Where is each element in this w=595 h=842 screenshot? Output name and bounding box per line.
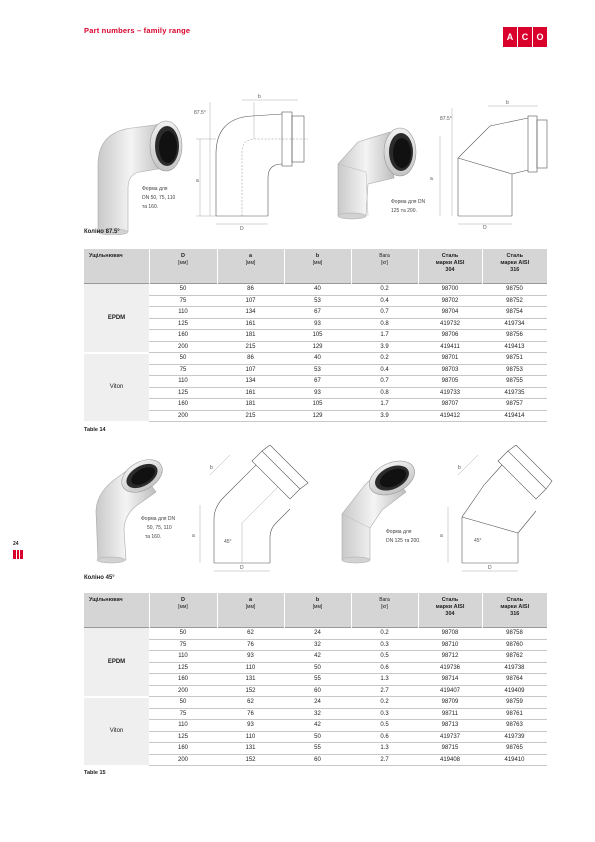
col-unit: [мм] bbox=[312, 604, 323, 610]
table-cell: 62 bbox=[217, 697, 284, 709]
seal-group-cell: Viton bbox=[84, 353, 149, 422]
section-title-87: Коліно 87.5° bbox=[84, 229, 120, 235]
table-cell: 419734 bbox=[482, 318, 547, 330]
table-cell: 419409 bbox=[482, 685, 547, 697]
caption-line: Форма для bbox=[142, 186, 168, 192]
col-unit: [мм] bbox=[245, 260, 256, 266]
table-cell: 55 bbox=[284, 743, 351, 755]
col-label: марки AISI bbox=[500, 260, 530, 266]
table-cell: 75 bbox=[149, 639, 217, 651]
caption-line: Форма для bbox=[386, 529, 412, 535]
elbow-45-photo-large-dn bbox=[330, 448, 430, 566]
table-cell: 419413 bbox=[482, 341, 547, 353]
table-cell: 105 bbox=[284, 399, 351, 411]
table-cell: 98707 bbox=[418, 399, 482, 411]
col-label: a bbox=[248, 253, 253, 259]
table-15-caption: Table 15 bbox=[84, 770, 106, 776]
table-cell: 125 bbox=[149, 387, 217, 399]
col-unit: [мм] bbox=[178, 260, 188, 266]
col-a bbox=[217, 249, 284, 284]
table-cell: 32 bbox=[284, 708, 351, 720]
table-cell: 419737 bbox=[418, 731, 482, 743]
col-unit: [мм] bbox=[312, 260, 323, 266]
table-cell: 129 bbox=[284, 341, 351, 353]
table-cell: 67 bbox=[284, 376, 351, 388]
table-cell: 1.3 bbox=[351, 743, 418, 755]
page-marker bbox=[13, 550, 23, 559]
table-cell: 200 bbox=[149, 754, 217, 766]
table-row bbox=[84, 628, 547, 640]
col-label: D bbox=[181, 253, 185, 259]
table-cell: 98713 bbox=[418, 720, 482, 732]
dim-d: D bbox=[240, 565, 244, 571]
table-cell: 160 bbox=[149, 399, 217, 411]
col-unit: [мм] bbox=[178, 604, 188, 610]
table-cell: 160 bbox=[149, 743, 217, 755]
table-cell: 131 bbox=[217, 674, 284, 686]
table-cell: 419736 bbox=[418, 662, 482, 674]
table-row bbox=[84, 685, 547, 697]
table-cell: 98763 bbox=[482, 720, 547, 732]
dim-a: a bbox=[440, 533, 443, 539]
col-label: Ущільнювач bbox=[89, 253, 123, 259]
table-cell: 93 bbox=[284, 387, 351, 399]
table-row bbox=[84, 330, 547, 342]
table-cell: 42 bbox=[284, 651, 351, 663]
table-row bbox=[84, 387, 547, 399]
table-15-body bbox=[84, 628, 547, 766]
table-cell: 98709 bbox=[418, 697, 482, 709]
section-title-45: Коліно 45° bbox=[84, 575, 115, 581]
table-row bbox=[84, 364, 547, 376]
col-label: 304 bbox=[445, 267, 455, 273]
table-cell: 110 bbox=[149, 307, 217, 319]
col-steel-304 bbox=[418, 593, 482, 628]
col-steel-316 bbox=[482, 249, 547, 284]
table-cell: 215 bbox=[217, 341, 284, 353]
col-label: 316 bbox=[510, 267, 520, 273]
caption-line: та 160. bbox=[145, 534, 162, 540]
table-cell: 98704 bbox=[418, 307, 482, 319]
col-label: Вага bbox=[379, 253, 390, 259]
table-cell: 40 bbox=[284, 353, 351, 365]
table-row bbox=[84, 651, 547, 663]
table-cell: 110 bbox=[149, 376, 217, 388]
table-cell: 215 bbox=[217, 410, 284, 422]
table-cell: 2.7 bbox=[351, 754, 418, 766]
table-row bbox=[84, 662, 547, 674]
table-cell: 0.5 bbox=[351, 651, 418, 663]
elbow-45-drawing-small-dn bbox=[190, 445, 310, 575]
dim-a: a bbox=[430, 176, 433, 182]
table-cell: 200 bbox=[149, 341, 217, 353]
table-cell: 181 bbox=[217, 399, 284, 411]
table-cell: 93 bbox=[284, 318, 351, 330]
col-unit: [кг] bbox=[381, 260, 388, 266]
col-b bbox=[284, 593, 351, 628]
dim-a: a bbox=[192, 533, 195, 539]
table-cell: 60 bbox=[284, 754, 351, 766]
header-title: Part numbers – family range bbox=[84, 26, 191, 35]
table-cell: 152 bbox=[217, 685, 284, 697]
table-cell: 98701 bbox=[418, 353, 482, 365]
elbow-87-drawing-small-dn bbox=[188, 92, 323, 232]
caption-45-left bbox=[141, 515, 175, 542]
table-cell: 98764 bbox=[482, 674, 547, 686]
col-b bbox=[284, 249, 351, 284]
table-cell: 134 bbox=[217, 376, 284, 388]
table-cell: 50 bbox=[284, 662, 351, 674]
table-cell: 110 bbox=[217, 731, 284, 743]
seal-group-cell: EPDM bbox=[84, 284, 149, 353]
table-row bbox=[84, 307, 547, 319]
col-label: b bbox=[315, 253, 320, 259]
table-cell: 152 bbox=[217, 754, 284, 766]
elbow-45-photo-small-dn bbox=[84, 450, 184, 565]
table-14-caption: Table 14 bbox=[84, 427, 106, 433]
table-cell: 67 bbox=[284, 307, 351, 319]
logo-letter-a: A bbox=[503, 27, 517, 47]
table-row bbox=[84, 399, 547, 411]
dim-b: b bbox=[458, 465, 461, 471]
table-cell: 110 bbox=[149, 720, 217, 732]
logo-letter-c: C bbox=[518, 27, 532, 47]
table-cell: 125 bbox=[149, 662, 217, 674]
table-row bbox=[84, 295, 547, 307]
table-cell: 98765 bbox=[482, 743, 547, 755]
col-label: a bbox=[248, 597, 253, 603]
col-label: D bbox=[181, 597, 185, 603]
col-label: b bbox=[315, 597, 320, 603]
col-unit: [мм] bbox=[245, 604, 256, 610]
table-row bbox=[84, 697, 547, 709]
col-seal bbox=[84, 593, 149, 628]
table-cell: 75 bbox=[149, 295, 217, 307]
col-label: Вага bbox=[379, 597, 390, 603]
table-cell: 98710 bbox=[418, 639, 482, 651]
table-cell: 86 bbox=[217, 353, 284, 365]
table-cell: 419739 bbox=[482, 731, 547, 743]
table-cell: 98715 bbox=[418, 743, 482, 755]
page-number: 24 bbox=[13, 541, 19, 547]
seal-group-cell: EPDM bbox=[84, 628, 149, 697]
logo-letter-o: O bbox=[533, 27, 547, 47]
table-cell: 0.2 bbox=[351, 284, 418, 296]
table-cell: 105 bbox=[284, 330, 351, 342]
col-label: Сталь bbox=[441, 597, 459, 603]
table-cell: 98708 bbox=[418, 628, 482, 640]
col-label: марки AISI bbox=[435, 260, 465, 266]
table-cell: 98757 bbox=[482, 399, 547, 411]
aco-logo bbox=[503, 27, 547, 47]
table-row bbox=[84, 754, 547, 766]
table-cell: 75 bbox=[149, 364, 217, 376]
table-cell: 32 bbox=[284, 639, 351, 651]
dim-d: D bbox=[488, 565, 492, 571]
col-a bbox=[217, 593, 284, 628]
table-cell: 98711 bbox=[418, 708, 482, 720]
dim-angle: 87.5° bbox=[440, 116, 452, 122]
table-cell: 60 bbox=[284, 685, 351, 697]
table-cell: 98751 bbox=[482, 353, 547, 365]
table-cell: 0.7 bbox=[351, 307, 418, 319]
col-label: Сталь bbox=[441, 253, 459, 259]
dim-b: b bbox=[506, 100, 509, 106]
table-cell: 419732 bbox=[418, 318, 482, 330]
table-cell: 53 bbox=[284, 364, 351, 376]
table-cell: 0.6 bbox=[351, 731, 418, 743]
table-cell: 98750 bbox=[482, 284, 547, 296]
table-cell: 24 bbox=[284, 628, 351, 640]
table-cell: 110 bbox=[217, 662, 284, 674]
table-cell: 98712 bbox=[418, 651, 482, 663]
col-label: 304 bbox=[445, 611, 455, 617]
table-cell: 181 bbox=[217, 330, 284, 342]
table-cell: 200 bbox=[149, 410, 217, 422]
table-cell: 200 bbox=[149, 685, 217, 697]
col-label: Сталь bbox=[506, 253, 524, 259]
table-cell: 98706 bbox=[418, 330, 482, 342]
table-cell: 98759 bbox=[482, 697, 547, 709]
table-cell: 131 bbox=[217, 743, 284, 755]
col-label: 316 bbox=[510, 611, 520, 617]
col-weight bbox=[351, 593, 418, 628]
elbow-45-drawing-large-dn bbox=[436, 445, 554, 575]
table-header-row bbox=[84, 249, 547, 284]
table-cell: 98762 bbox=[482, 651, 547, 663]
table-cell: 24 bbox=[284, 697, 351, 709]
table-row bbox=[84, 674, 547, 686]
table-cell: 50 bbox=[149, 628, 217, 640]
table-cell: 93 bbox=[217, 651, 284, 663]
table-cell: 419412 bbox=[418, 410, 482, 422]
table-cell: 42 bbox=[284, 720, 351, 732]
dim-angle: 87.5° bbox=[194, 110, 206, 116]
table-cell: 98703 bbox=[418, 364, 482, 376]
table-cell: 110 bbox=[149, 651, 217, 663]
table-cell: 419407 bbox=[418, 685, 482, 697]
table-cell: 98702 bbox=[418, 295, 482, 307]
table-row bbox=[84, 743, 547, 755]
dim-d: D bbox=[240, 226, 244, 232]
elbow-87-drawing-large-dn bbox=[428, 96, 553, 231]
table-cell: 160 bbox=[149, 330, 217, 342]
table-cell: 98760 bbox=[482, 639, 547, 651]
table-header-row bbox=[84, 593, 547, 628]
table-cell: 50 bbox=[284, 731, 351, 743]
caption-line: 50, 75, 110 bbox=[147, 525, 172, 531]
table-cell: 98753 bbox=[482, 364, 547, 376]
table-15 bbox=[84, 593, 547, 767]
table-cell: 0.8 bbox=[351, 318, 418, 330]
table-14 bbox=[84, 249, 547, 423]
caption-87-right bbox=[391, 198, 425, 216]
table-row bbox=[84, 284, 547, 296]
table-cell: 129 bbox=[284, 410, 351, 422]
table-row bbox=[84, 318, 547, 330]
col-d bbox=[149, 593, 217, 628]
col-weight bbox=[351, 249, 418, 284]
table-cell: 0.6 bbox=[351, 662, 418, 674]
table-row bbox=[84, 341, 547, 353]
table-cell: 1.7 bbox=[351, 399, 418, 411]
table-row bbox=[84, 720, 547, 732]
table-row bbox=[84, 639, 547, 651]
elbow-87-photo-small-dn bbox=[84, 110, 196, 235]
table-cell: 98705 bbox=[418, 376, 482, 388]
table-14-body bbox=[84, 284, 547, 422]
table-cell: 98758 bbox=[482, 628, 547, 640]
table-cell: 0.5 bbox=[351, 720, 418, 732]
table-cell: 98755 bbox=[482, 376, 547, 388]
table-cell: 93 bbox=[217, 720, 284, 732]
dim-angle: 45° bbox=[474, 538, 482, 544]
table-cell: 62 bbox=[217, 628, 284, 640]
caption-line: Форма для DN bbox=[141, 516, 176, 522]
table-row bbox=[84, 376, 547, 388]
table-cell: 419410 bbox=[482, 754, 547, 766]
table-cell: 125 bbox=[149, 318, 217, 330]
table-cell: 0.8 bbox=[351, 387, 418, 399]
table-row bbox=[84, 353, 547, 365]
dim-a: a bbox=[196, 178, 199, 184]
dim-b: b bbox=[258, 94, 261, 100]
table-cell: 161 bbox=[217, 318, 284, 330]
dim-d: D bbox=[483, 225, 487, 231]
table-cell: 3.9 bbox=[351, 410, 418, 422]
caption-45-right bbox=[386, 528, 420, 546]
table-cell: 161 bbox=[217, 387, 284, 399]
table-row bbox=[84, 410, 547, 422]
table-cell: 76 bbox=[217, 708, 284, 720]
table-cell: 98754 bbox=[482, 307, 547, 319]
table-cell: 160 bbox=[149, 674, 217, 686]
table-cell: 1.7 bbox=[351, 330, 418, 342]
table-cell: 419733 bbox=[418, 387, 482, 399]
caption-line: Форма для DN bbox=[391, 199, 426, 205]
table-row bbox=[84, 708, 547, 720]
table-cell: 3.9 bbox=[351, 341, 418, 353]
caption-line: DN 125 та 200. bbox=[386, 538, 421, 544]
table-cell: 419408 bbox=[418, 754, 482, 766]
table-cell: 98752 bbox=[482, 295, 547, 307]
table-cell: 2.7 bbox=[351, 685, 418, 697]
col-d bbox=[149, 249, 217, 284]
table-cell: 98700 bbox=[418, 284, 482, 296]
dim-angle: 45° bbox=[224, 539, 232, 545]
col-steel-304 bbox=[418, 249, 482, 284]
table-cell: 0.7 bbox=[351, 376, 418, 388]
table-cell: 0.3 bbox=[351, 639, 418, 651]
table-cell: 419414 bbox=[482, 410, 547, 422]
table-cell: 0.2 bbox=[351, 628, 418, 640]
table-cell: 76 bbox=[217, 639, 284, 651]
col-label: марки AISI bbox=[500, 604, 530, 610]
caption-line: та 160. bbox=[142, 204, 159, 210]
table-cell: 98761 bbox=[482, 708, 547, 720]
table-cell: 75 bbox=[149, 708, 217, 720]
table-cell: 98756 bbox=[482, 330, 547, 342]
table-cell: 1.3 bbox=[351, 674, 418, 686]
table-cell: 107 bbox=[217, 295, 284, 307]
col-label: Сталь bbox=[506, 597, 524, 603]
col-seal bbox=[84, 249, 149, 284]
col-unit: [кг] bbox=[381, 604, 388, 610]
col-label: Ущільнювач bbox=[89, 597, 123, 603]
col-steel-316 bbox=[482, 593, 547, 628]
table-cell: 419738 bbox=[482, 662, 547, 674]
table-cell: 55 bbox=[284, 674, 351, 686]
table-cell: 50 bbox=[149, 353, 217, 365]
caption-line: DN 50, 75, 110 bbox=[142, 195, 176, 201]
table-cell: 134 bbox=[217, 307, 284, 319]
table-cell: 0.2 bbox=[351, 697, 418, 709]
table-cell: 98714 bbox=[418, 674, 482, 686]
table-cell: 419735 bbox=[482, 387, 547, 399]
table-cell: 50 bbox=[149, 697, 217, 709]
caption-line: 125 та 200. bbox=[391, 208, 417, 214]
table-cell: 0.4 bbox=[351, 295, 418, 307]
table-cell: 50 bbox=[149, 284, 217, 296]
table-cell: 125 bbox=[149, 731, 217, 743]
table-cell: 0.4 bbox=[351, 364, 418, 376]
table-cell: 107 bbox=[217, 364, 284, 376]
table-row bbox=[84, 731, 547, 743]
table-cell: 0.2 bbox=[351, 353, 418, 365]
col-label: марки AISI bbox=[435, 604, 465, 610]
table-cell: 419411 bbox=[418, 341, 482, 353]
seal-group-cell: Viton bbox=[84, 697, 149, 766]
caption-87-left bbox=[142, 185, 175, 212]
table-cell: 53 bbox=[284, 295, 351, 307]
table-cell: 0.3 bbox=[351, 708, 418, 720]
table-cell: 86 bbox=[217, 284, 284, 296]
dim-b: b bbox=[210, 465, 213, 471]
table-cell: 40 bbox=[284, 284, 351, 296]
